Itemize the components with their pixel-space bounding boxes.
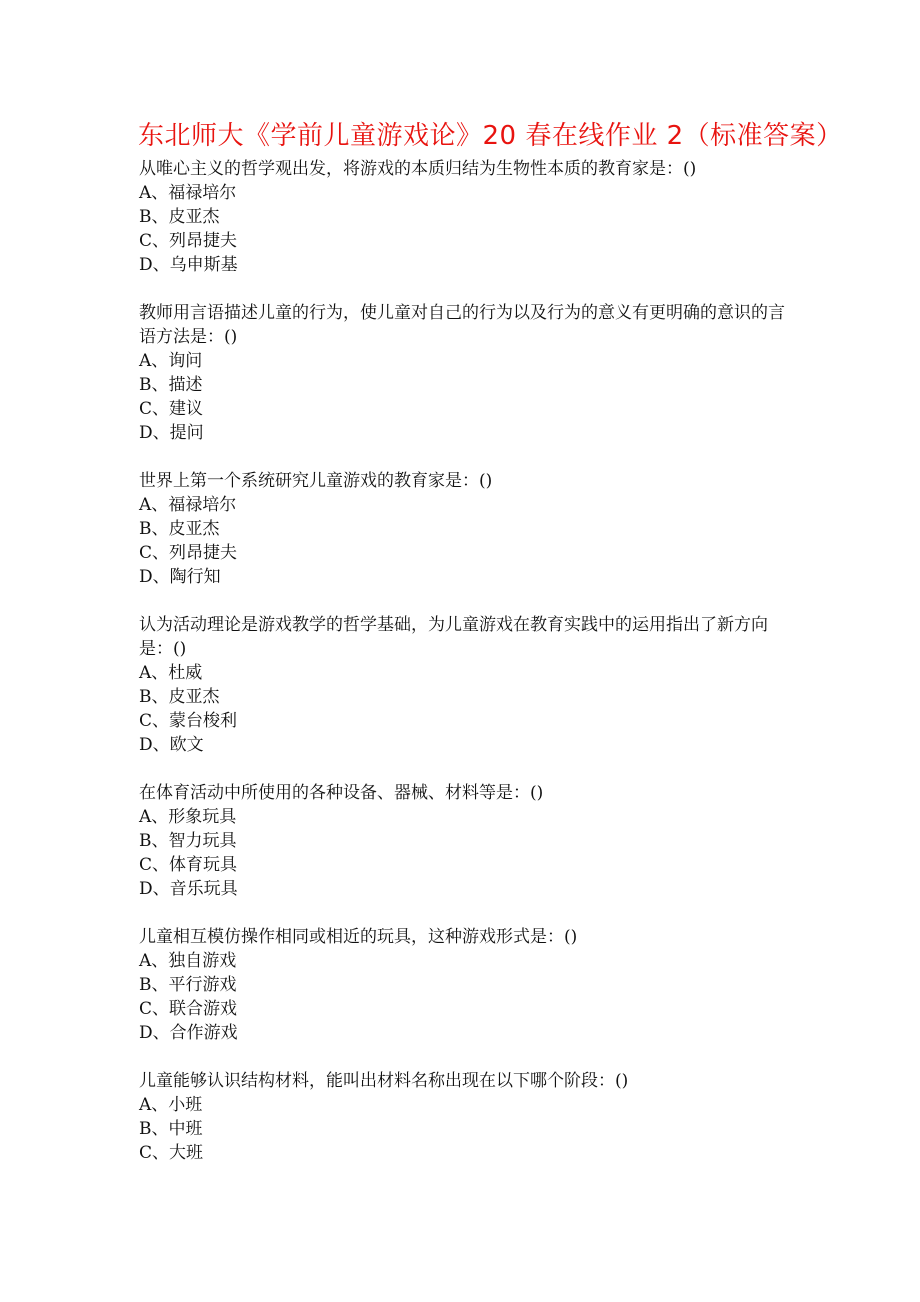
question-text: 儿童相互模仿操作相同或相近的玩具，这种游戏形式是：() [139,927,578,947]
question-text: 教师用言语描述儿童的行为，使儿童对自己的行为以及行为的意义有更明确的意识的言语方法是：() [139,303,785,347]
question-text: 在体育活动中所使用的各种设备、器械、材料等是：() [139,783,544,803]
option-b: B、皮亚杰 [139,207,220,227]
option-b: B、描述 [139,375,203,395]
option-b: B、皮亚杰 [139,687,220,707]
option-a: A、询问 [139,351,203,371]
option-a: A、形象玩具 [139,807,237,827]
option-d: D、提问 [139,423,204,443]
option-d: D、音乐玩具 [139,879,238,899]
option-b: B、中班 [139,1119,203,1139]
option-c: C、联合游戏 [139,999,238,1019]
option-b: B、皮亚杰 [139,519,220,539]
option-a: A、福禄培尔 [139,495,237,515]
option-a: A、独自游戏 [139,951,237,971]
option-a: A、小班 [139,1095,203,1115]
option-d: D、乌申斯基 [139,255,238,275]
option-a: A、福禄培尔 [139,183,237,203]
question-1 [139,157,789,277]
question-5 [139,781,789,901]
option-c: C、建议 [139,399,204,419]
option-d: D、合作游戏 [139,1023,238,1043]
question-text: 从唯心主义的哲学观出发，将游戏的本质归结为生物性本质的教育家是：() [139,159,697,179]
question-2 [139,301,789,445]
question-4 [139,613,789,757]
option-c: C、大班 [139,1143,204,1163]
option-c: C、体育玩具 [139,855,238,875]
question-text: 世界上第一个系统研究儿童游戏的教育家是：() [139,471,493,491]
option-a: A、杜威 [139,663,203,683]
question-3 [139,469,789,589]
question-7 [139,1069,789,1165]
question-list [139,157,789,1189]
option-d: D、欧文 [139,735,204,755]
question-6 [139,925,789,1045]
question-text: 儿童能够认识结构材料，能叫出材料名称出现在以下哪个阶段：() [139,1071,629,1091]
option-d: D、陶行知 [139,567,221,587]
option-c: C、列昂捷夫 [139,231,238,251]
option-c: C、蒙台梭利 [139,711,238,731]
option-b: B、平行游戏 [139,975,237,995]
option-c: C、列昂捷夫 [139,543,238,563]
question-text: 认为活动理论是游戏教学的哲学基础，为儿童游戏在教育实践中的运用指出了新方向是：() [139,615,768,659]
document-title: 东北师大《学前儿童游戏论》20 春在线作业 2（标准答案） [138,121,843,151]
option-b: B、智力玩具 [139,831,237,851]
